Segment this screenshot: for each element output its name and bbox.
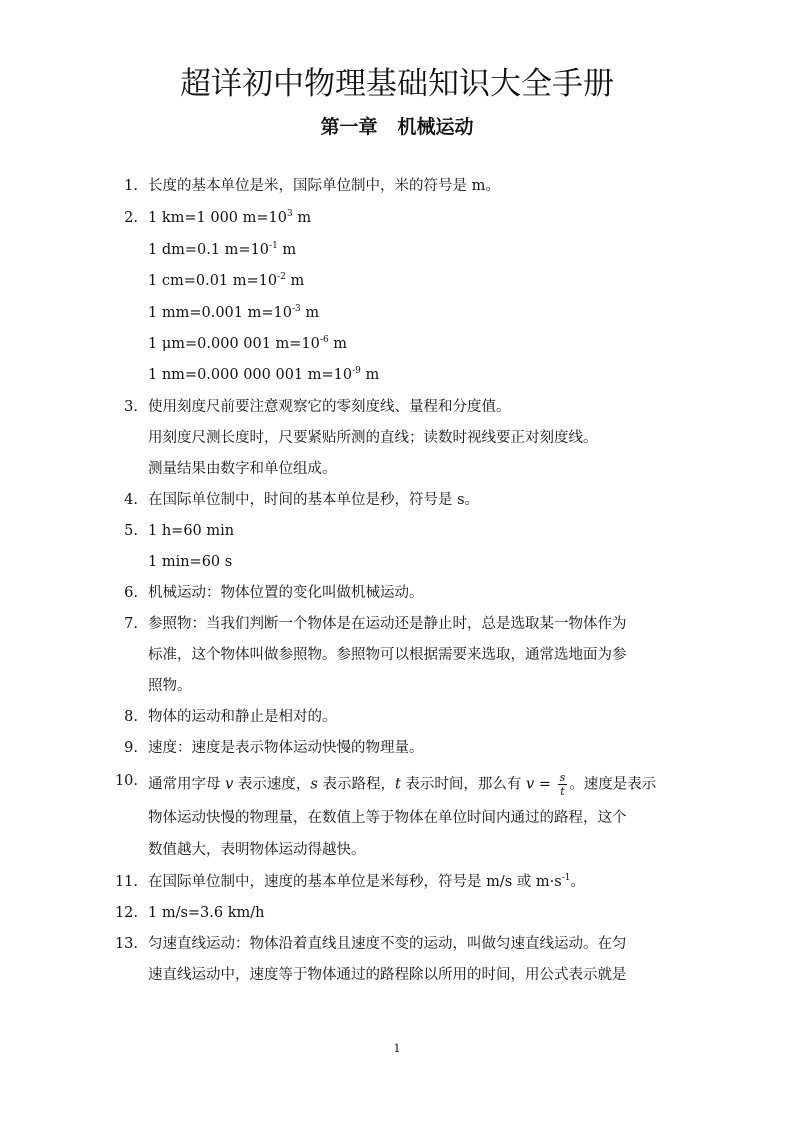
item-text: 使用刻度尺前要注意观察它的零刻度线、量程和分度值。	[148, 399, 511, 415]
chapter-heading	[0, 112, 794, 139]
item-number: 7.	[124, 616, 138, 632]
item-number: 2.	[124, 210, 138, 226]
item-text: 1 m/s=3.6 km/h	[148, 905, 265, 921]
chapter-name: 机械运动	[397, 116, 474, 138]
item-text: 长度的基本单位是米，国际单位制中，米的符号是 m。	[148, 178, 500, 194]
item-text: 机械运动：物体位置的变化叫做机械运动。	[148, 585, 424, 601]
unit-conversion-line: 1 mm=0.001 $m=10^{-3}$ m	[148, 304, 320, 321]
unit-conversion-line: 1 cm=0.01 $m=10^{-2}$ m	[148, 272, 305, 289]
unit-conversion-line: 1 km=1 000 $m=10^3$ m	[148, 209, 312, 226]
item-text: 数值越大，表明物体运动得越快。	[148, 842, 366, 858]
item-text: 匀速直线运动：物体沿着直线且速度不变的运动，叫做匀速直线运动。在匀	[148, 936, 627, 952]
item-text: 速度：速度是表示物体运动快慢的物理量。	[148, 740, 424, 756]
item-text: 物体的运动和静止是相对的。	[148, 709, 337, 725]
chapter-number: 第一章	[320, 116, 378, 138]
item-text: 1 h=60 min	[148, 523, 235, 539]
speed-definition-line: 通常用字母 v 表示速度，s 表示路程，t 表示时间，那么有 v = $\frac{s}{t}$ 。速度是表示	[148, 771, 657, 798]
page-number: 1	[393, 1042, 401, 1055]
item-text: 1 min=60 s	[148, 554, 233, 570]
document-title: 超详初中物理基础知识大全手册	[180, 66, 614, 102]
item-text: 物体运动快慢的物理量，在数值上等于物体在单位时间内通过的路程，这个	[148, 810, 627, 826]
item-number: 9.	[124, 740, 138, 756]
item-text: 在国际单位制中，时间的基本单位是秒，符号是 s。	[148, 492, 480, 508]
item-number: 10.	[114, 773, 138, 789]
speed-formula-fraction: $\frac{s}{t}$	[559, 771, 566, 798]
unit-conversion-line: 1 dm=0.1 $m=10^{-1}$ m	[148, 241, 297, 258]
item-number: 13.	[114, 936, 138, 952]
item-number: 5.	[124, 523, 138, 539]
item-text: 照物。	[148, 678, 192, 694]
item-text: 标准，这个物体叫做参照物。参照物可以根据需要来选取，通常选地面为参	[148, 647, 627, 663]
item-number: 6.	[124, 585, 138, 601]
item-text: 在国际单位制中，速度的基本单位是米每秒，符号是 m/s 或 $m\cdot s^{-1}$。	[148, 873, 585, 890]
item-number: 8.	[124, 709, 138, 725]
item-number: 4.	[124, 492, 138, 508]
unit-conversion-line: 1 nm=0.000 000 001 $m=10^{-9}$ m	[148, 366, 380, 383]
item-text: 速直线运动中，速度等于物体通过的路程除以所用的时间，用公式表示就是	[148, 967, 627, 983]
item-number: 11.	[114, 874, 138, 890]
item-number: 3.	[124, 399, 138, 415]
item-number: 12.	[114, 905, 138, 921]
item-text: 用刻度尺测长度时，尺要紧贴所测的直线；读数时视线要正对刻度线。	[148, 430, 598, 446]
unit-conversion-line: 1 μm=0.000 001 $m=10^{-6}$ m	[148, 335, 348, 352]
item-text: 参照物：当我们判断一个物体是在运动还是静止时，总是选取某一物体作为	[148, 616, 627, 632]
item-number: 1.	[124, 178, 138, 194]
item-text: 测量结果由数字和单位组成。	[148, 461, 337, 477]
